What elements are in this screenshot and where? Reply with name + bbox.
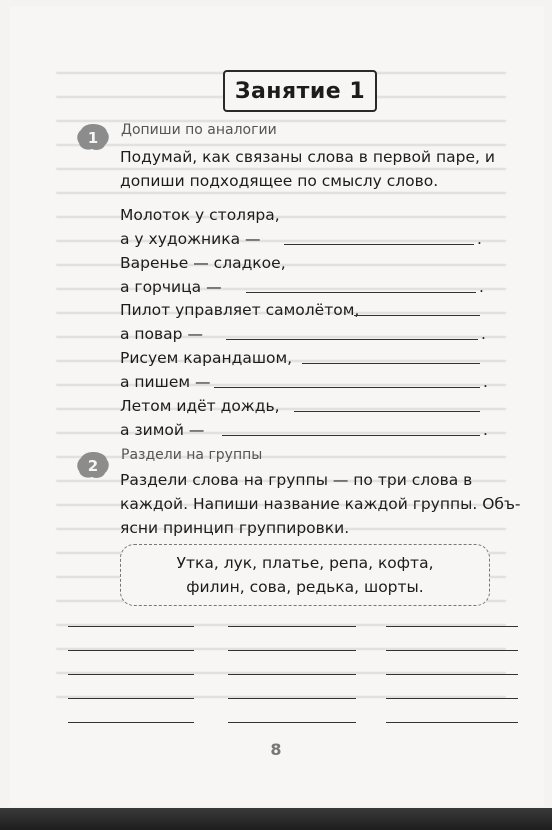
task-2-instruction-line-3: ясни принцип группировки.: [120, 519, 350, 537]
answer-line[interactable]: [68, 626, 194, 627]
answer-line[interactable]: [228, 626, 356, 627]
pair-4-first: Рисуем карандашом,: [120, 349, 293, 367]
pair-3-answer-line[interactable]: [226, 339, 478, 340]
answer-line[interactable]: [68, 650, 194, 651]
pair-2-second: а горчица —: [120, 278, 222, 296]
answer-line[interactable]: [68, 722, 194, 723]
pair-1-period: .: [477, 230, 482, 248]
task-1-number: 1: [87, 129, 99, 147]
task-2-instruction-line-1: Раздели слова на группы — по три слова в: [120, 471, 473, 489]
task-1-badge-icon: [76, 122, 110, 152]
pair-5-first: Летом идёт дождь,: [120, 397, 280, 415]
answer-line[interactable]: [386, 674, 518, 675]
answer-line[interactable]: [228, 674, 356, 675]
task-2-number: 2: [87, 457, 99, 475]
pair-5-extra-line[interactable]: [294, 411, 480, 412]
answer-line[interactable]: [386, 650, 518, 651]
task-2-badge-icon: [76, 450, 110, 480]
pair-4-extra-line[interactable]: [302, 363, 480, 364]
pair-3-first: Пилот управляет самолётом,: [120, 301, 360, 319]
pair-3-extra-line[interactable]: [354, 315, 480, 316]
task-2-instruction-line-2: каждой. Напиши название каждой группы. Объ-: [120, 495, 521, 513]
page-number: 8: [270, 740, 282, 759]
pair-5-answer-line[interactable]: [222, 435, 480, 436]
answer-line[interactable]: [386, 626, 518, 627]
word-list-line-1: Утка, лук, платье, репа, кофта,: [176, 554, 434, 572]
pair-1-first: Молоток у столяра,: [120, 206, 280, 224]
task-1-instruction-line-1: Подумай, как связаны слова в первой паре, и: [120, 148, 495, 166]
word-list-line-2: филин, сова, редька, шорты.: [186, 578, 424, 596]
pair-4-second: а пишем —: [120, 373, 211, 391]
lesson-title: Занятие 1: [223, 70, 377, 112]
task-1-heading: Допиши по аналогии: [121, 122, 277, 138]
task-1-instruction-line-2: допиши подходящее по смыслу слово.: [120, 172, 439, 190]
pair-2-answer-line[interactable]: [246, 292, 476, 293]
answer-line[interactable]: [386, 698, 518, 699]
answer-line[interactable]: [386, 722, 518, 723]
scan-edge-bar: [0, 808, 552, 830]
answer-line[interactable]: [228, 698, 356, 699]
pair-3-second: а повар —: [120, 325, 203, 343]
pair-3-period: .: [481, 325, 486, 343]
task-2-heading: Раздели на группы: [121, 447, 263, 463]
answer-line[interactable]: [228, 722, 356, 723]
word-list-box: [120, 544, 490, 606]
answer-line[interactable]: [68, 698, 194, 699]
pair-2-period: .: [479, 278, 484, 296]
pair-2-first: Варенье — сладкое,: [120, 254, 286, 272]
pair-5-second: а зимой —: [120, 421, 205, 439]
pair-1-answer-line[interactable]: [284, 244, 474, 245]
answer-line[interactable]: [228, 650, 356, 651]
pair-4-period: .: [483, 373, 488, 391]
pair-1-second: а у художника —: [120, 230, 261, 248]
pair-5-period: .: [483, 421, 488, 439]
answer-line[interactable]: [68, 674, 194, 675]
pair-4-answer-line[interactable]: [214, 387, 480, 388]
